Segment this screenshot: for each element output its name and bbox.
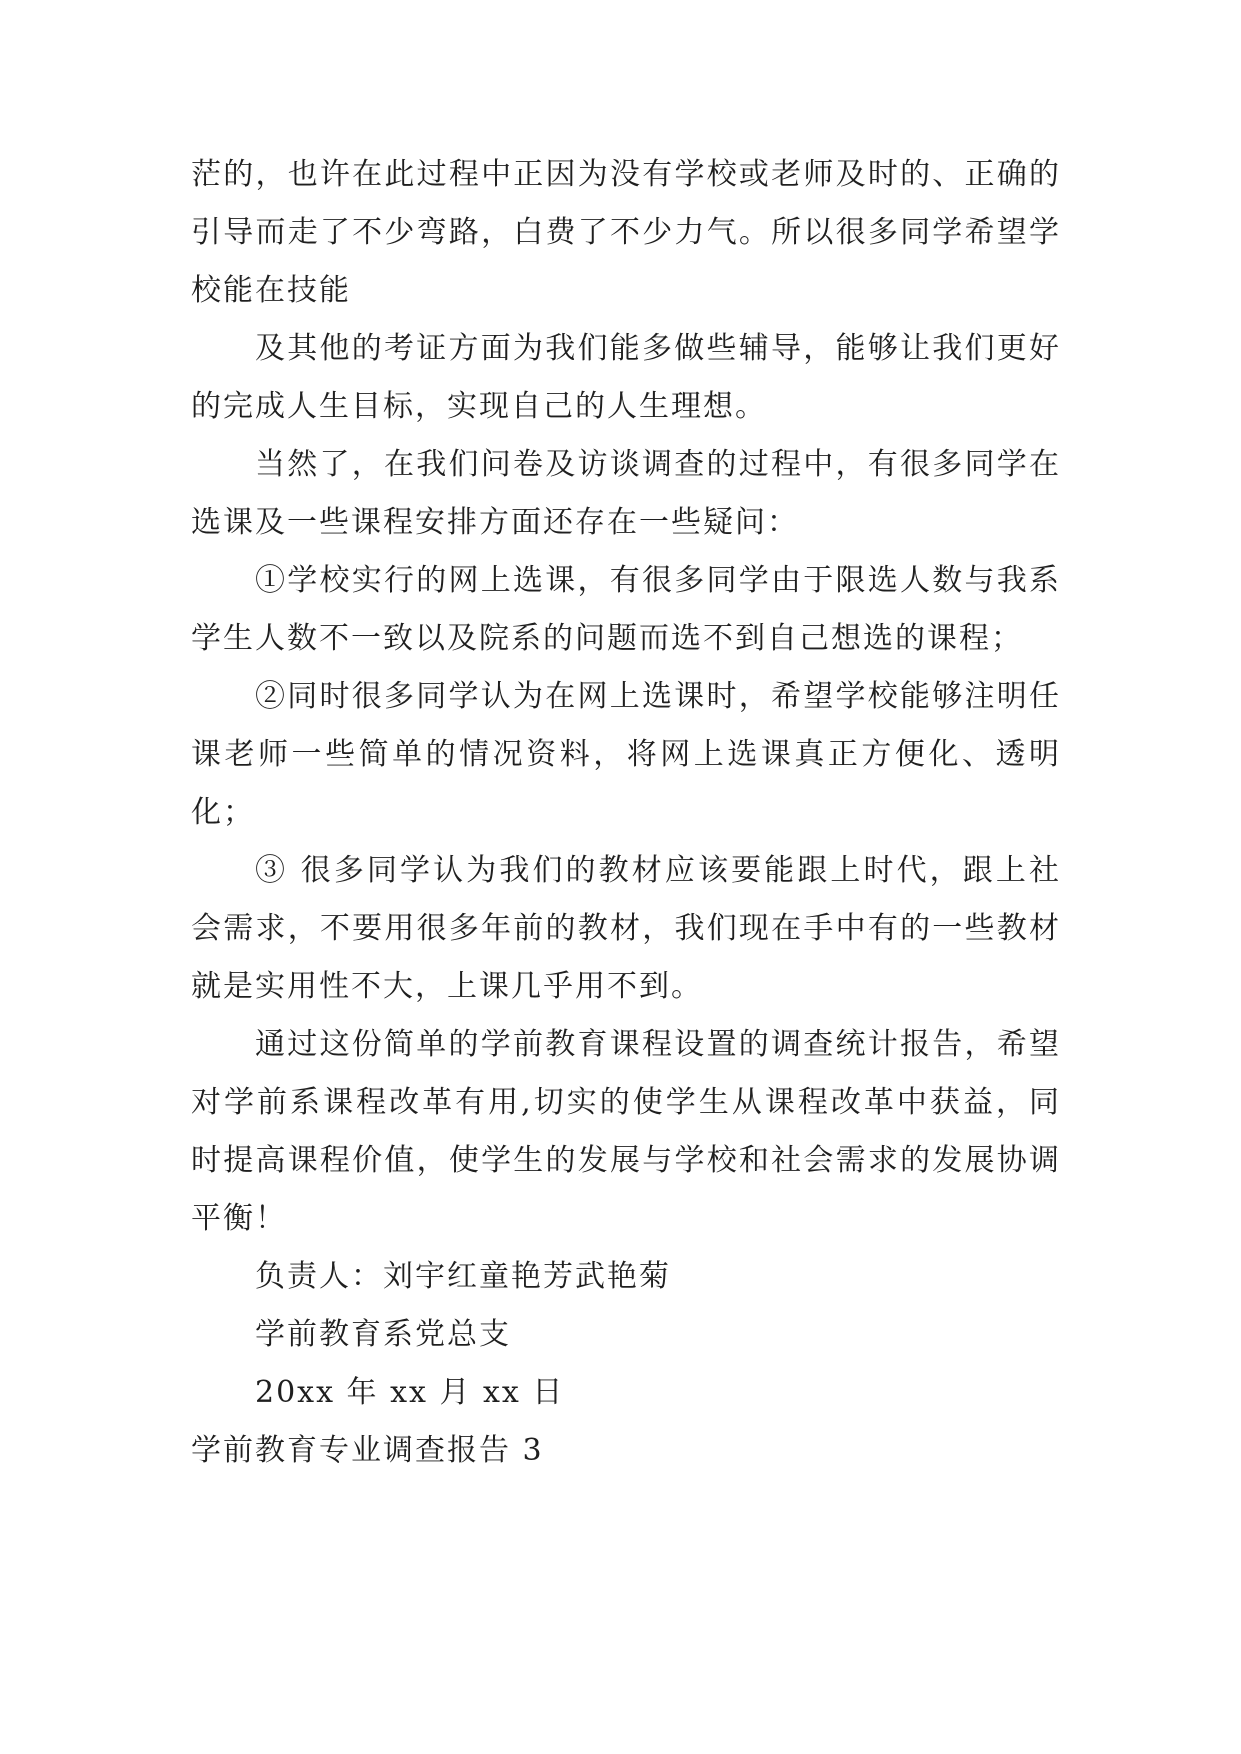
paragraph-item-3: ③ 很多同学认为我们的教材应该要能跟上时代，跟上社会需求，不要用很多年前的教材，我们现在手中有的一些教材就是实用性不大，上课几乎用不到。 xyxy=(191,853,1061,1004)
paragraph-item-1: ①学校实行的网上选课，有很多同学由于限选人数与我系学生人数不一致以及院系的问题而选不到自己想选的课程； xyxy=(191,563,1061,656)
paragraph-item-2: ②同时很多同学认为在网上选课时，希望学校能够注明任课老师一些简单的情况资料，将网上选课真正方便化、透明化； xyxy=(191,679,1061,830)
signature-responsible: 负责人：刘宇红童艳芳武艳菊 xyxy=(255,1259,671,1294)
signature-date: 20xx 年 xx 月 xx 日 xyxy=(255,1375,565,1410)
signature-department: 学前教育系党总支 xyxy=(255,1317,511,1352)
paragraph-conclusion: 通过这份简单的学前教育课程设置的调查统计报告，希望对学前系课程改革有用,切实的使学生从课程改革中获益，同时提高课程价值，使学生的发展与学校和社会需求的发展协调平衡！ xyxy=(191,1027,1061,1236)
paragraph-continued: 茫的，也许在此过程中正因为没有学校或老师及时的、正确的引导而走了不少弯路，白费了不少力气。所以很多同学希望学校能在技能 xyxy=(191,157,1061,308)
next-section-title: 学前教育专业调查报告 3 xyxy=(191,1433,544,1468)
paragraph-exam-guidance: 及其他的考证方面为我们能多做些辅导，能够让我们更好的完成人生目标，实现自己的人生理想。 xyxy=(191,331,1061,424)
paragraph-course-questions: 当然了，在我们问卷及访谈调查的过程中，有很多同学在选课及一些课程安排方面还存在一些疑问： xyxy=(191,447,1061,540)
document-body xyxy=(191,146,1061,1480)
